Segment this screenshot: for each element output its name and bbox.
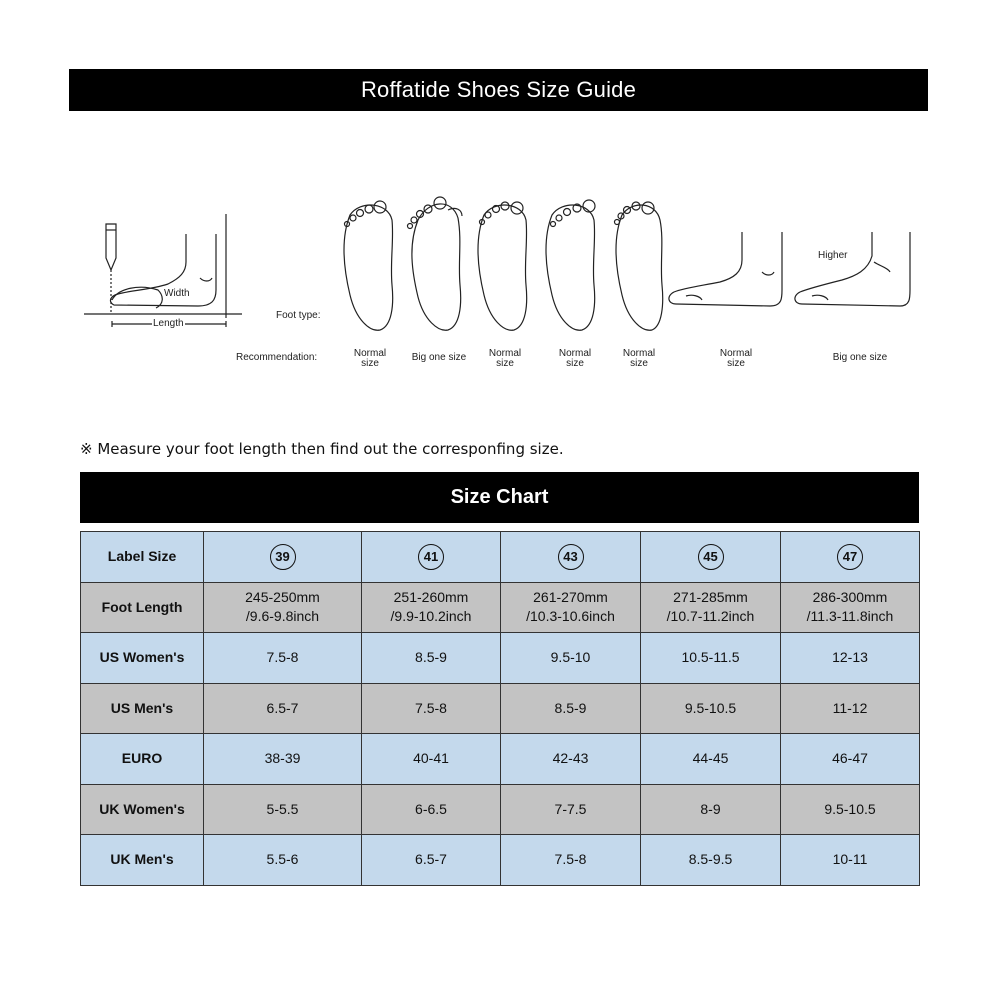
table-row-uk-men bbox=[81, 835, 920, 886]
table-cell: 9.5-10.5 bbox=[641, 683, 781, 734]
foot-arch-icon bbox=[669, 232, 910, 306]
table-cell: 7-7.5 bbox=[501, 784, 641, 835]
size-badge: 43 bbox=[558, 544, 584, 570]
table-cell: 251-260mm /9.9-10.2inch bbox=[362, 582, 501, 633]
size-badge: 39 bbox=[270, 544, 296, 570]
recommendation-7: Big one size bbox=[832, 352, 888, 363]
row-label: EURO bbox=[81, 734, 204, 785]
recommendation-label: Recommendation: bbox=[236, 352, 318, 363]
table-cell: 9.5-10.5 bbox=[781, 784, 920, 835]
table-cell: 6.5-7 bbox=[204, 683, 362, 734]
table-cell: 10-11 bbox=[781, 835, 920, 886]
table-row-euro bbox=[81, 734, 920, 785]
row-label: US Men's bbox=[81, 683, 204, 734]
table-row-us-men bbox=[81, 683, 920, 734]
foot-sole-icon bbox=[344, 197, 663, 330]
size-badge: 47 bbox=[837, 544, 863, 570]
recommendation-1: Normal size bbox=[353, 348, 387, 369]
table-row-foot-length bbox=[81, 582, 920, 633]
table-cell: 271-285mm /10.7-11.2inch bbox=[641, 582, 781, 633]
table-cell: 42-43 bbox=[501, 734, 641, 785]
foot-type-label: Foot type: bbox=[276, 310, 321, 321]
table-row-label-size bbox=[81, 532, 920, 583]
size-badge: 45 bbox=[698, 544, 724, 570]
table-cell: 286-300mm /11.3-11.8inch bbox=[781, 582, 920, 633]
table-cell: 38-39 bbox=[204, 734, 362, 785]
table-cell: 8.5-9 bbox=[362, 633, 501, 684]
size-badge: 41 bbox=[418, 544, 444, 570]
table-cell: 10.5-11.5 bbox=[641, 633, 781, 684]
table-cell: 5.5-6 bbox=[204, 835, 362, 886]
row-label: Foot Length bbox=[81, 582, 204, 633]
row-label: UK Men's bbox=[81, 835, 204, 886]
page-title: Roffatide Shoes Size Guide bbox=[69, 69, 928, 111]
table-cell: 7.5-8 bbox=[501, 835, 641, 886]
table-cell: 8.5-9 bbox=[501, 683, 641, 734]
row-label: US Women's bbox=[81, 633, 204, 684]
recommendation-4: Normal size bbox=[558, 348, 592, 369]
higher-label: Higher bbox=[818, 250, 848, 261]
measure-note: ※ Measure your foot length then find out the corresponfing size. bbox=[80, 440, 564, 458]
table-row-uk-women bbox=[81, 784, 920, 835]
table-cell: 7.5-8 bbox=[362, 683, 501, 734]
table-cell: 261-270mm /10.3-10.6inch bbox=[501, 582, 641, 633]
row-label: Label Size bbox=[81, 532, 204, 583]
width-label: Width bbox=[164, 288, 190, 299]
size-chart-heading: Size Chart bbox=[80, 472, 919, 523]
recommendation-5: Normal size bbox=[622, 348, 656, 369]
label-size-cell bbox=[781, 532, 920, 583]
table-cell: 5-5.5 bbox=[204, 784, 362, 835]
label-size-cell bbox=[501, 532, 641, 583]
recommendation-6: Normal size bbox=[719, 348, 753, 369]
label-size-cell bbox=[204, 532, 362, 583]
table-cell: 8-9 bbox=[641, 784, 781, 835]
foot-side-icon bbox=[84, 214, 242, 327]
table-cell: 40-41 bbox=[362, 734, 501, 785]
table-cell: 11-12 bbox=[781, 683, 920, 734]
label-size-cell bbox=[362, 532, 501, 583]
recommendation-3: Normal size bbox=[488, 348, 522, 369]
table-cell: 7.5-8 bbox=[204, 633, 362, 684]
table-cell: 46-47 bbox=[781, 734, 920, 785]
table-cell: 6-6.5 bbox=[362, 784, 501, 835]
table-cell: 9.5-10 bbox=[501, 633, 641, 684]
foot-type-diagram bbox=[0, 0, 1000, 400]
table-cell: 8.5-9.5 bbox=[641, 835, 781, 886]
table-cell: 44-45 bbox=[641, 734, 781, 785]
row-label: UK Women's bbox=[81, 784, 204, 835]
table-cell: 245-250mm /9.6-9.8inch bbox=[204, 582, 362, 633]
length-label: Length bbox=[153, 318, 184, 329]
table-row-us-women bbox=[81, 633, 920, 684]
label-size-cell bbox=[641, 532, 781, 583]
table-cell: 12-13 bbox=[781, 633, 920, 684]
recommendation-2: Big one size bbox=[411, 352, 467, 363]
size-chart-table bbox=[80, 531, 920, 886]
table-cell: 6.5-7 bbox=[362, 835, 501, 886]
